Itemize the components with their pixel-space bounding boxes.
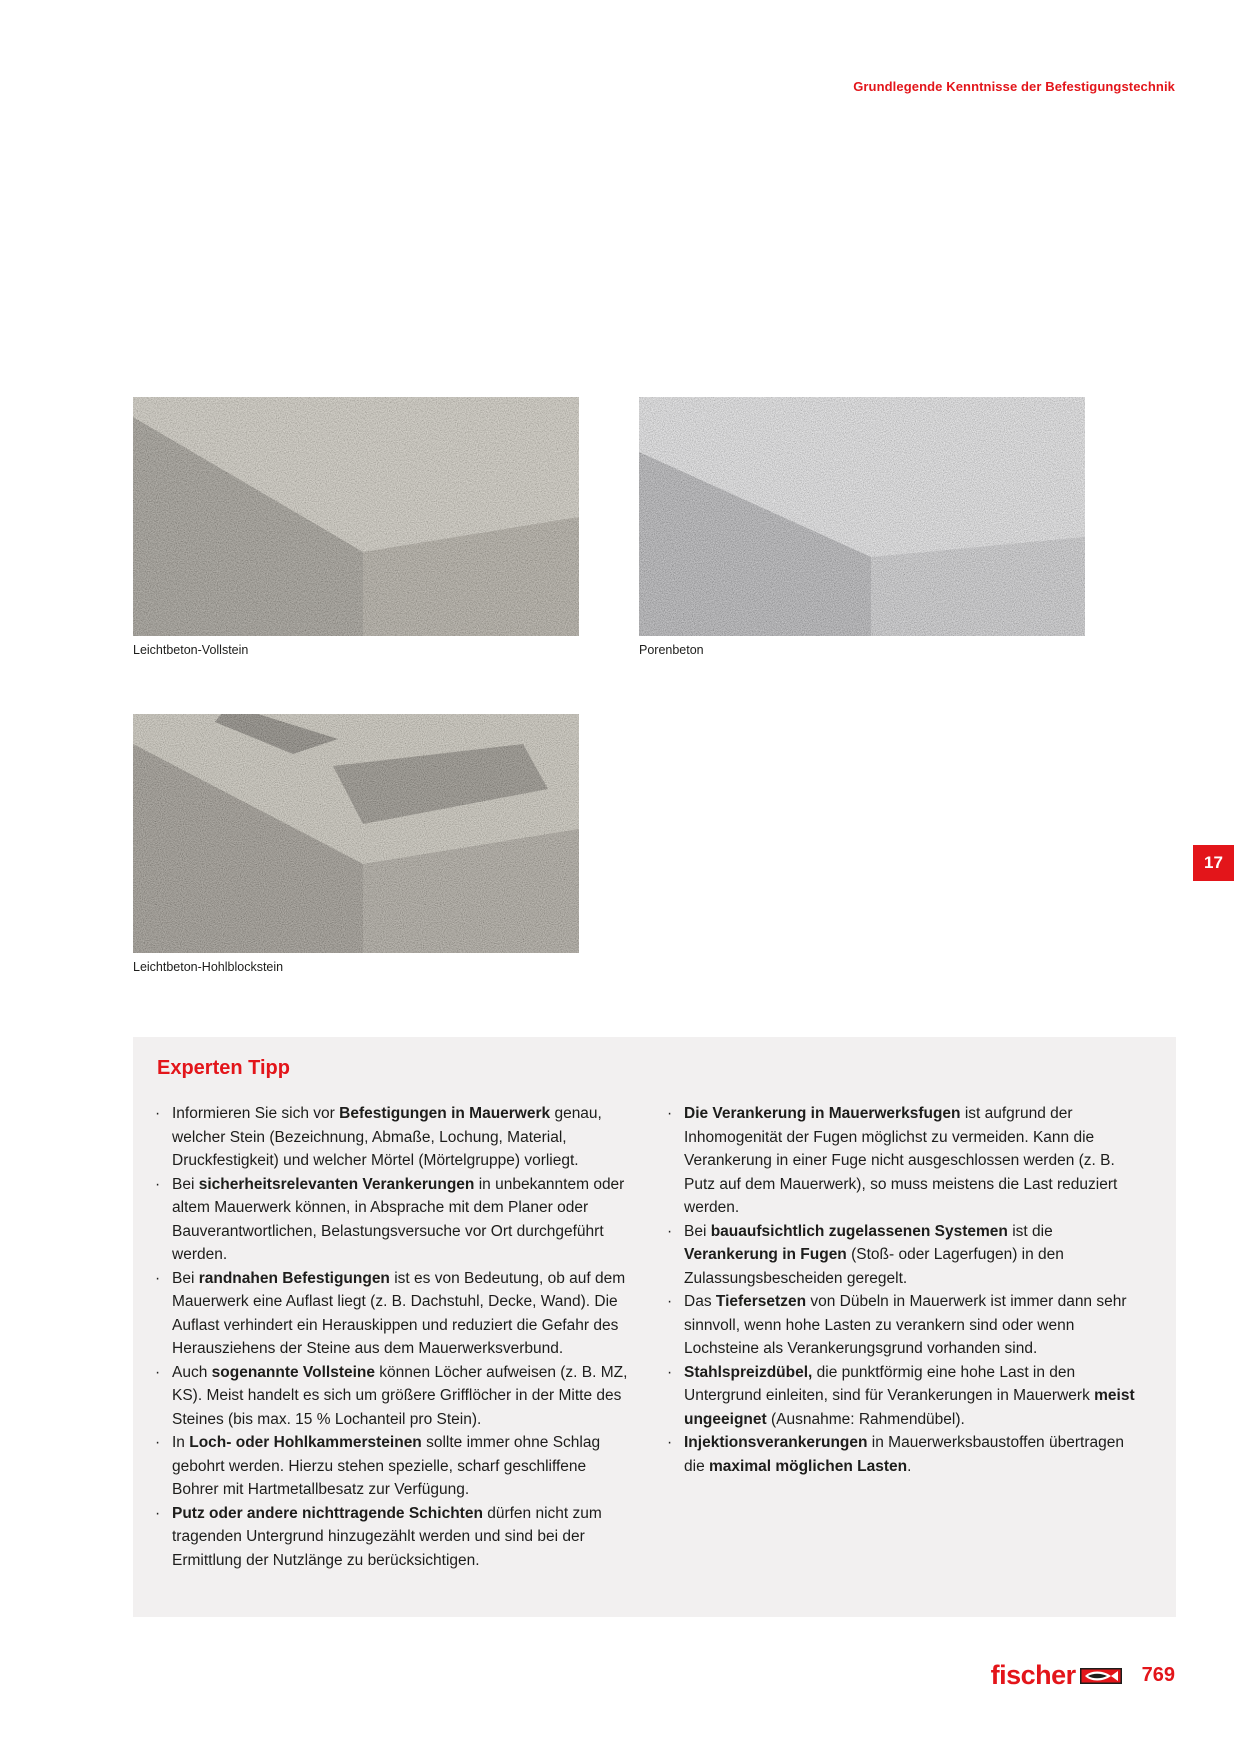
- tip-list-item: [155, 1361, 635, 1432]
- bullet-marker: ·: [667, 1363, 673, 1381]
- tip-column-right: [667, 1102, 1147, 1478]
- tip-bold-text: Die Verankerung in Mauerwerksfugen: [684, 1105, 961, 1122]
- bullet-marker: ·: [155, 1434, 161, 1451]
- bullet-marker: ·: [667, 1105, 673, 1122]
- tip-text: Bei: [172, 1269, 199, 1287]
- chapter-tab[interactable]: 17: [1193, 845, 1234, 881]
- tip-bold-text: randnahen Befestigungen: [198, 1269, 390, 1287]
- tip-bold-text: Befestigungen in Mauerwerk: [339, 1105, 551, 1122]
- fischer-logo: fischer: [990, 1660, 1076, 1690]
- tip-text: in unbekanntem oder altem Mauerwerk können, in Absprache mit dem Planer oder Bauverantwortlichen, Belastungsversuche vor Ort durchgeführt werden.: [172, 1175, 625, 1263]
- tip-bold-text: meist ungeeignet: [684, 1387, 1135, 1428]
- tip-bold-text: Injektionsverankerungen: [684, 1434, 868, 1451]
- tip-text: dürfen nicht zum tragenden Untergrund hinzugezählt werden und sind bei der Ermittlung der Nutzlänge zu berücksichtigen.: [172, 1504, 602, 1569]
- tip-bold-text: sicherheitsrelevanten Verankerungen: [198, 1175, 475, 1193]
- tip-bold-text: Tiefersetzen: [715, 1293, 807, 1310]
- tip-list-item: [155, 1173, 635, 1267]
- bullet-marker: ·: [155, 1175, 161, 1193]
- tip-list-item: [155, 1431, 635, 1502]
- bullet-marker: ·: [667, 1293, 673, 1310]
- tip-text: .: [907, 1457, 912, 1475]
- tip-text: sollte immer ohne Schlag gebohrt werden. Hierzu stehen spezielle, scharf geschliffene Bohrer mit Hartmetallbesatz zur Verfügung.: [172, 1434, 601, 1498]
- tip-text: ist aufgrund der Inhomogenität der Fugen möglichst zu vermeiden. Kann die Verankerung in einer Fuge nicht ausgeschlossen werden (z. B. Putz auf dem Mauerwerk), so muss meistens die Last reduziert werden.: [684, 1105, 1118, 1216]
- tip-list-item: [155, 1267, 635, 1361]
- figure-caption: Leichtbeton-Hohlblockstein: [133, 960, 284, 974]
- tip-text: von Dübeln in Mauerwerk ist immer dann sehr sinnvoll, wenn hohe Lasten zu verankern sind oder wenn Lochsteine als Verankerungsgrund vorhanden sind.: [684, 1293, 1127, 1357]
- tip-text: können Löcher aufweisen (z. B. MZ, KS). Meist handelt es sich um größere Grifflöcher in der Mitte des Steines (bis max. 15 % Lochanteil pro Stein).: [172, 1363, 628, 1428]
- tip-text: genau, welcher Stein (Bezeichnung, Abmaße, Lochung, Material, Druckfestigkeit) und welcher Mörtel (Mörtelgruppe) vorliegt.: [172, 1105, 602, 1169]
- tip-text: Bei: [684, 1222, 711, 1240]
- expert-tip-box: [133, 1037, 1176, 1617]
- tip-list-item: [667, 1220, 1147, 1291]
- tip-bold-text: Verankerung in Fugen: [684, 1246, 847, 1263]
- tip-list-right: [667, 1102, 1147, 1478]
- tip-list-item: [667, 1102, 1147, 1220]
- tip-bold-text: Loch- oder Hohlkammersteinen: [189, 1434, 422, 1451]
- figure-caption: Leichtbeton-Vollstein: [133, 643, 249, 657]
- bullet-marker: ·: [155, 1105, 161, 1122]
- tip-list-left: [155, 1102, 635, 1572]
- tip-bold-text: Stahlspreizdübel,: [684, 1363, 813, 1381]
- fischer-fish-logo-icon: [1080, 1668, 1122, 1684]
- tip-text: (Ausnahme: Rahmendübel).: [766, 1410, 965, 1428]
- page-number: 769: [1141, 1664, 1175, 1686]
- page-footer: [991, 1660, 1175, 1691]
- tip-text: Auch: [172, 1363, 212, 1381]
- tip-text: ist es von Bedeutung, ob auf dem Mauerwerk eine Auflast liegt (z. B. Dachstuhl, Decke, Wand). Die Auflast verhindert ein Herauskippen und reduziert die Gefahr des Herausziehens der Steine aus dem Mauerwerksverbund.: [172, 1269, 626, 1357]
- tip-text: In: [172, 1434, 190, 1451]
- tip-list-item: [667, 1361, 1147, 1432]
- tip-text: ist die: [1007, 1222, 1053, 1240]
- tip-text: Bei: [172, 1175, 199, 1193]
- running-header: Grundlegende Kenntnisse der Befestigungstechnik: [853, 79, 1175, 94]
- expert-tip-title: Experten Tipp: [157, 1057, 290, 1079]
- tip-text: Informieren Sie sich vor: [172, 1105, 340, 1122]
- tip-bold-text: bauaufsichtlich zugelassenen Systemen: [710, 1222, 1008, 1240]
- bullet-marker: ·: [155, 1504, 161, 1522]
- tip-bold-text: Putz oder andere nichttragende Schichten: [172, 1504, 483, 1522]
- photo-porenbeton: [639, 397, 1085, 636]
- tip-text: (Stoß- oder Lagerfugen) in den Zulassungsbescheiden geregelt.: [684, 1246, 1064, 1287]
- tip-list-item: [155, 1102, 635, 1173]
- tip-column-left: [155, 1102, 635, 1572]
- photo-leichtbeton-vollstein: [133, 397, 579, 636]
- tip-list-item: [667, 1431, 1147, 1478]
- bullet-marker: ·: [667, 1222, 673, 1240]
- tip-bold-text: sogenannte Vollsteine: [211, 1363, 375, 1381]
- tip-text: die punktförmig eine hohe Last in den Untergrund einleiten, sind für Verankerungen in Mauerwerk: [684, 1363, 1095, 1404]
- tip-text: in Mauerwerksbaustoffen übertragen die: [684, 1434, 1124, 1475]
- bullet-marker: ·: [667, 1434, 673, 1451]
- tip-list-item: [155, 1502, 635, 1573]
- bullet-marker: ·: [155, 1269, 161, 1287]
- figure-caption: Porenbeton: [639, 643, 704, 657]
- tip-bold-text: maximal möglichen Lasten: [709, 1457, 908, 1475]
- tip-list-item: [667, 1290, 1147, 1361]
- photo-leichtbeton-hohlblockstein: [133, 714, 579, 953]
- tip-text: Das: [684, 1293, 716, 1310]
- bullet-marker: ·: [155, 1363, 161, 1381]
